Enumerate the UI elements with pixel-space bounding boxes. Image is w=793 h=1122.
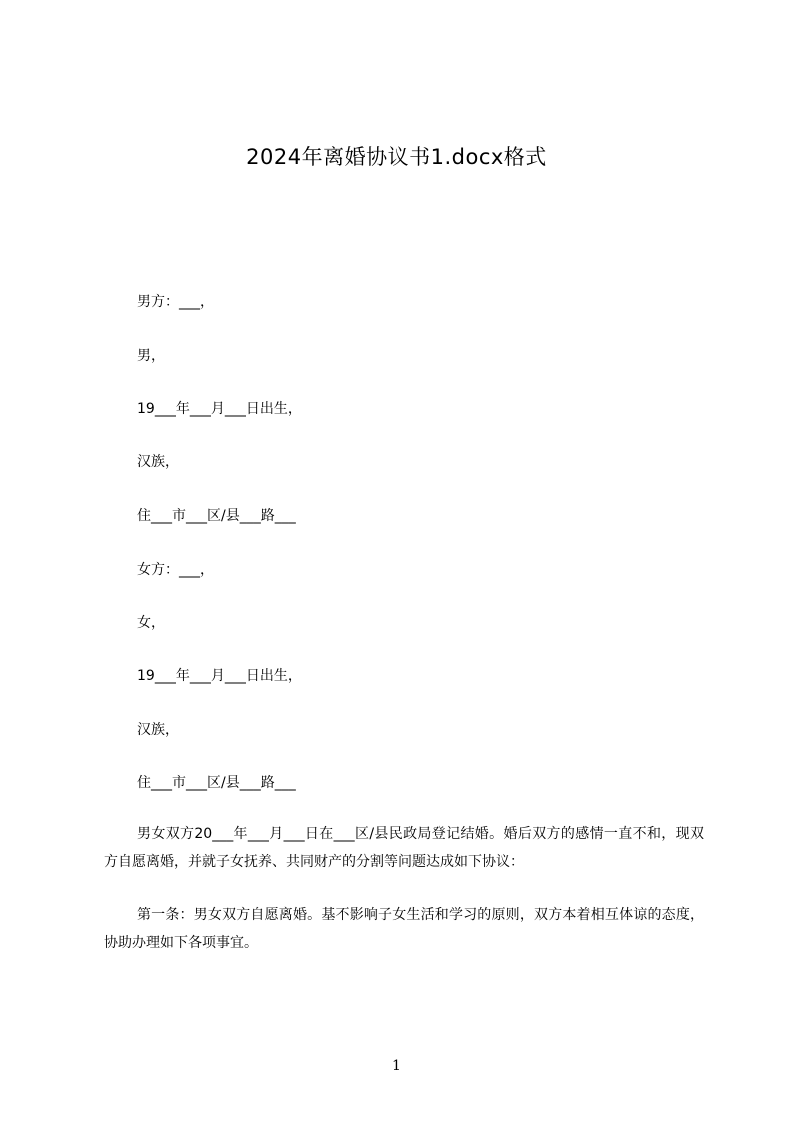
article-one-paragraph: 第一条：男女双方自愿离婚。基不影响子女生活和学习的原则，双方本着相互体谅的态度，协助办理如下各项事宜。 [104, 907, 704, 951]
marriage-paragraph: 男女双方20___年___月___日在___区/县民政局登记结婚。婚后双方的感情一直不和，现双方自愿离婚，并就子女抚养、共同财产的分割等问题达成如下协议： [104, 826, 704, 870]
wife-name-line: 女方：___， [137, 562, 214, 578]
wife-address-line: 住___市___区/县___路___ [137, 775, 296, 791]
page-number: 1 [392, 1058, 401, 1074]
husband-name-line: 男方：___， [137, 294, 214, 310]
wife-ethnicity-line: 汉族， [137, 722, 179, 738]
wife-birth-line: 19___年___月___日出生， [137, 668, 302, 684]
husband-gender-line: 男， [137, 348, 165, 364]
husband-ethnicity-line: 汉族， [137, 454, 179, 470]
husband-birth-line: 19___年___月___日出生， [137, 401, 302, 417]
document-title: 2024年离婚协议书1.docx格式 [246, 145, 547, 169]
wife-gender-line: 女， [137, 615, 165, 631]
husband-address-line: 住___市___区/县___路___ [137, 508, 296, 524]
